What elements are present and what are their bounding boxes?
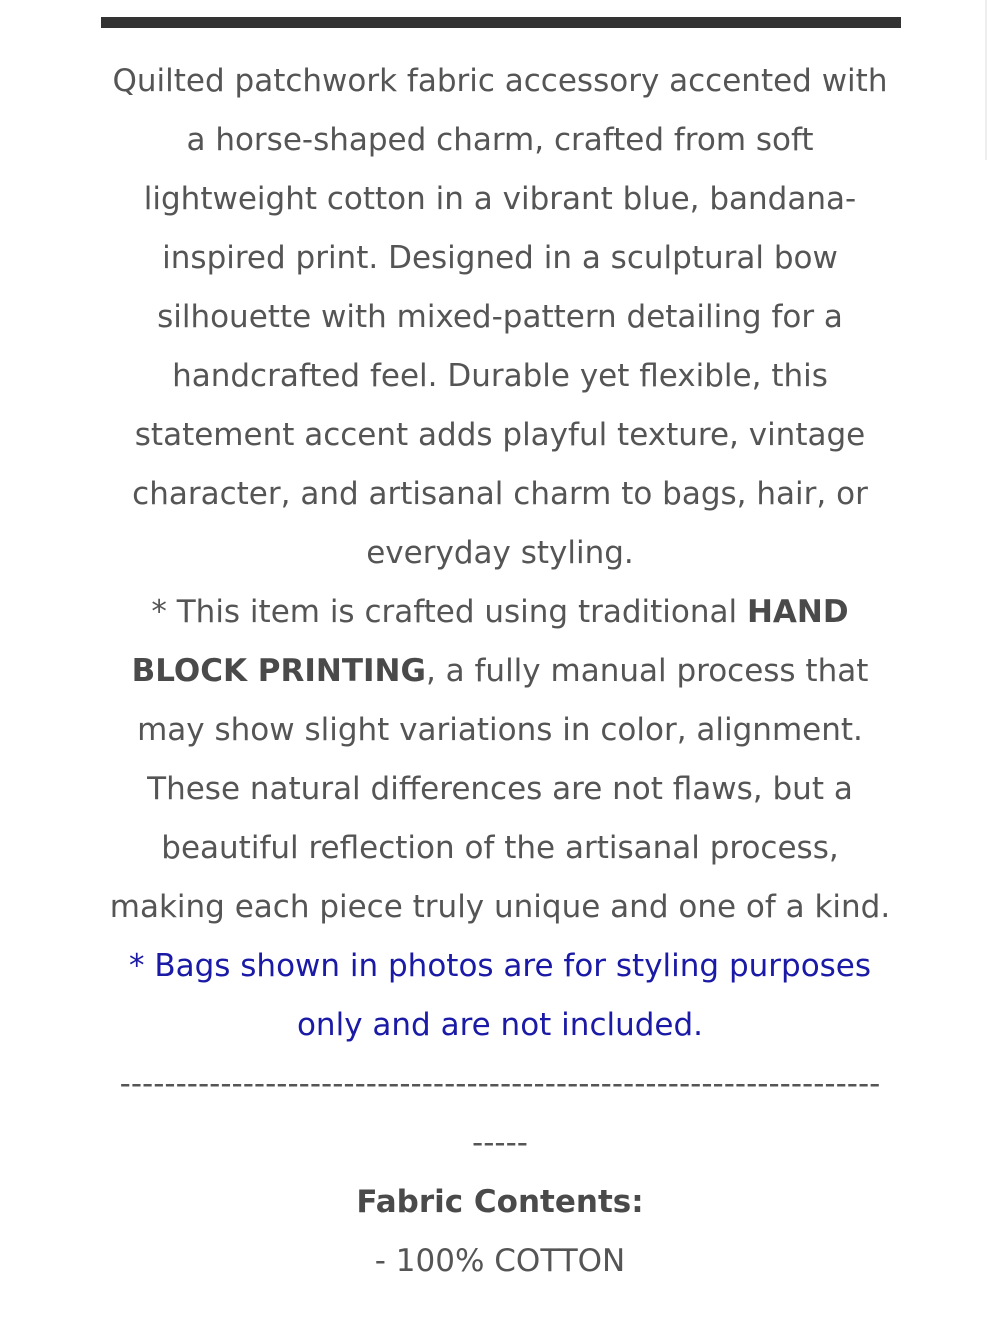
description-text: Quilted patchwork fabric accessory accented with a horse-shaped charm, crafted from soft lightweight cotton in a vibrant blue, bandana-inspired print. Designed in a sculptural bow silhouette with mixed-pattern detailing for a handcrafted feel. Durable yet flexible, this statement accent adds playful texture, vintage character, and artisanal charm to bags, hair, or everyday styling.: [112, 63, 888, 571]
hand-block-note: [100, 583, 900, 937]
dashed-divider-tail: -----: [472, 1125, 528, 1161]
dashed-divider: --------------------------------------------------------------------: [119, 1066, 881, 1102]
fabric-contents-item: - 100% COTTON: [374, 1243, 626, 1279]
note-suffix: , a fully manual process that may show slight variations in color, alignment. These natural differences are not flaws, but a beautiful reflection of the artisanal process, making each piece truly unique and one of a kind.: [109, 653, 891, 925]
scrollbar-edge: [985, 0, 987, 160]
bags-disclaimer: * Bags shown in photos are for styling purposes only and are not included.: [128, 948, 872, 1043]
fabric-contents-heading: Fabric Contents:: [356, 1184, 644, 1220]
product-description: [100, 52, 900, 1291]
note-prefix: * This item is crafted using traditional: [151, 594, 747, 630]
note-bold-term: HAND BLOCK PRINTING: [131, 594, 849, 689]
top-divider-bar: [101, 17, 901, 28]
